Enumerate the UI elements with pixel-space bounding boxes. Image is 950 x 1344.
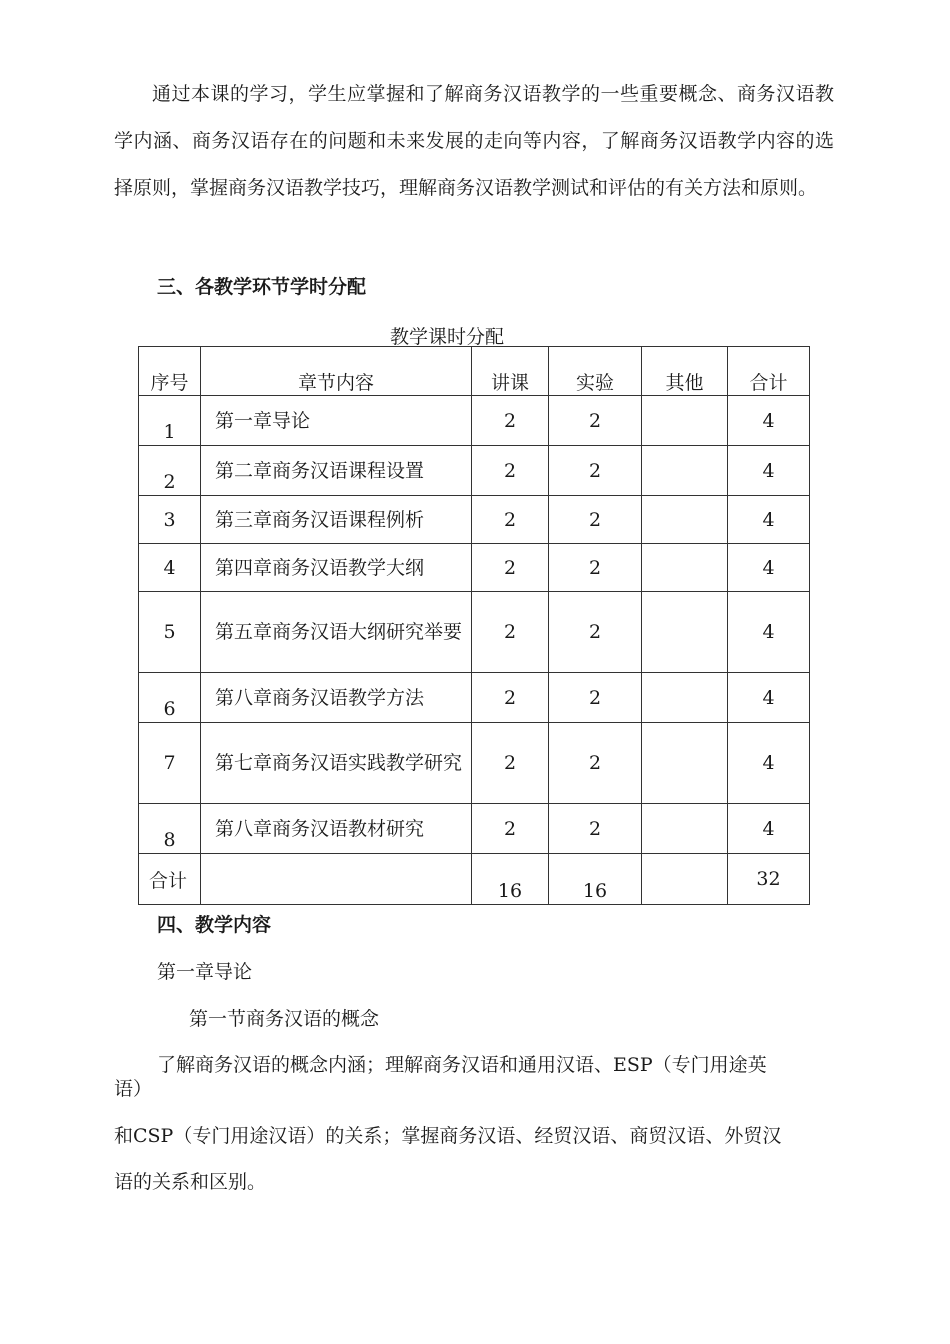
row-other	[642, 396, 728, 446]
total-total: 32	[728, 854, 810, 905]
row-total: 4	[728, 592, 810, 673]
row-lab: 2	[549, 804, 642, 854]
row-other	[642, 496, 728, 544]
table-row	[139, 396, 810, 446]
row-chapter: 第一章导论	[201, 396, 472, 446]
row-other	[642, 446, 728, 496]
total-lecture: 16	[472, 854, 549, 905]
row-lab: 2	[549, 592, 642, 673]
table-caption: 教学课时分配	[390, 326, 505, 348]
table-row	[139, 544, 810, 592]
row-lecture: 2	[472, 673, 549, 723]
header-index: 序号	[139, 347, 201, 396]
row-index: 5	[139, 592, 201, 673]
row-chapter: 第二章商务汉语课程设置	[201, 446, 472, 496]
row-index: 7	[139, 723, 201, 804]
teaching-hours-table	[138, 346, 810, 905]
header-total: 合计	[728, 347, 810, 396]
row-lab: 2	[549, 723, 642, 804]
row-chapter: 第三章商务汉语课程例析	[201, 496, 472, 544]
row-chapter: 第七章商务汉语实践教学研究	[201, 723, 472, 804]
row-total: 4	[728, 804, 810, 854]
section-3-heading: 三、各教学环节学时分配	[157, 276, 367, 298]
row-total: 4	[728, 396, 810, 446]
intro-paragraph: 通过本课的学习，学生应掌握和了解商务汉语教学的一些重要概念、商务汉语教学内涵、商务汉语存在的问题和未来发展的走向等内容，了解商务汉语教学内容的选择原则，掌握商务汉语教学技巧，理解商务汉语教学测试和评估的有关方法和原则。	[114, 83, 834, 199]
row-total: 4	[728, 673, 810, 723]
table-row	[139, 592, 810, 673]
header-chapter: 章节内容	[201, 347, 472, 396]
row-chapter: 第四章商务汉语教学大纲	[201, 544, 472, 592]
body-line-3: 语的关系和区别。	[114, 1171, 267, 1193]
row-index: 1	[139, 396, 201, 446]
row-chapter: 第八章商务汉语教材研究	[201, 804, 472, 854]
row-lecture: 2	[472, 804, 549, 854]
row-other	[642, 804, 728, 854]
row-chapter: 第五章商务汉语大纲研究举要	[201, 592, 472, 673]
row-lecture: 2	[472, 446, 549, 496]
row-lecture: 2	[472, 592, 549, 673]
total-other	[642, 854, 728, 905]
row-lecture: 2	[472, 496, 549, 544]
header-lecture: 讲课	[472, 347, 549, 396]
total-chapter	[201, 854, 472, 905]
row-index: 4	[139, 544, 201, 592]
row-lab: 2	[549, 673, 642, 723]
row-other	[642, 544, 728, 592]
header-lab: 实验	[549, 347, 642, 396]
row-lab: 2	[549, 544, 642, 592]
chapter-1-title: 第一章导论	[157, 961, 253, 983]
table-total-row	[139, 854, 810, 905]
row-lecture: 2	[472, 723, 549, 804]
total-label: 合计	[139, 854, 201, 905]
table-row	[139, 804, 810, 854]
table-header-row	[139, 347, 810, 396]
body-line-2: 和CSP（专门用途汉语）的关系；掌握商务汉语、经贸汉语、商贸汉语、外贸汉	[114, 1125, 782, 1147]
row-lab: 2	[549, 446, 642, 496]
header-other: 其他	[642, 347, 728, 396]
row-other	[642, 592, 728, 673]
body-line-1: 了解商务汉语的概念内涵；理解商务汉语和通用汉语、ESP（专门用途英	[157, 1054, 767, 1076]
section-4-heading: 四、教学内容	[157, 914, 272, 936]
table-row	[139, 446, 810, 496]
row-chapter: 第八章商务汉语教学方法	[201, 673, 472, 723]
total-lab: 16	[549, 854, 642, 905]
row-other	[642, 673, 728, 723]
row-index: 8	[139, 804, 201, 854]
row-index: 6	[139, 673, 201, 723]
table-row	[139, 723, 810, 804]
row-lecture: 2	[472, 396, 549, 446]
row-index: 3	[139, 496, 201, 544]
table-row	[139, 496, 810, 544]
row-lab: 2	[549, 496, 642, 544]
row-lab: 2	[549, 396, 642, 446]
row-total: 4	[728, 496, 810, 544]
body-line-1-wrap: 语）	[114, 1078, 153, 1100]
row-total: 4	[728, 446, 810, 496]
row-index: 2	[139, 446, 201, 496]
row-lecture: 2	[472, 544, 549, 592]
row-other	[642, 723, 728, 804]
row-total: 4	[728, 544, 810, 592]
table-row	[139, 673, 810, 723]
row-total: 4	[728, 723, 810, 804]
section-1-title: 第一节商务汉语的概念	[189, 1008, 380, 1030]
